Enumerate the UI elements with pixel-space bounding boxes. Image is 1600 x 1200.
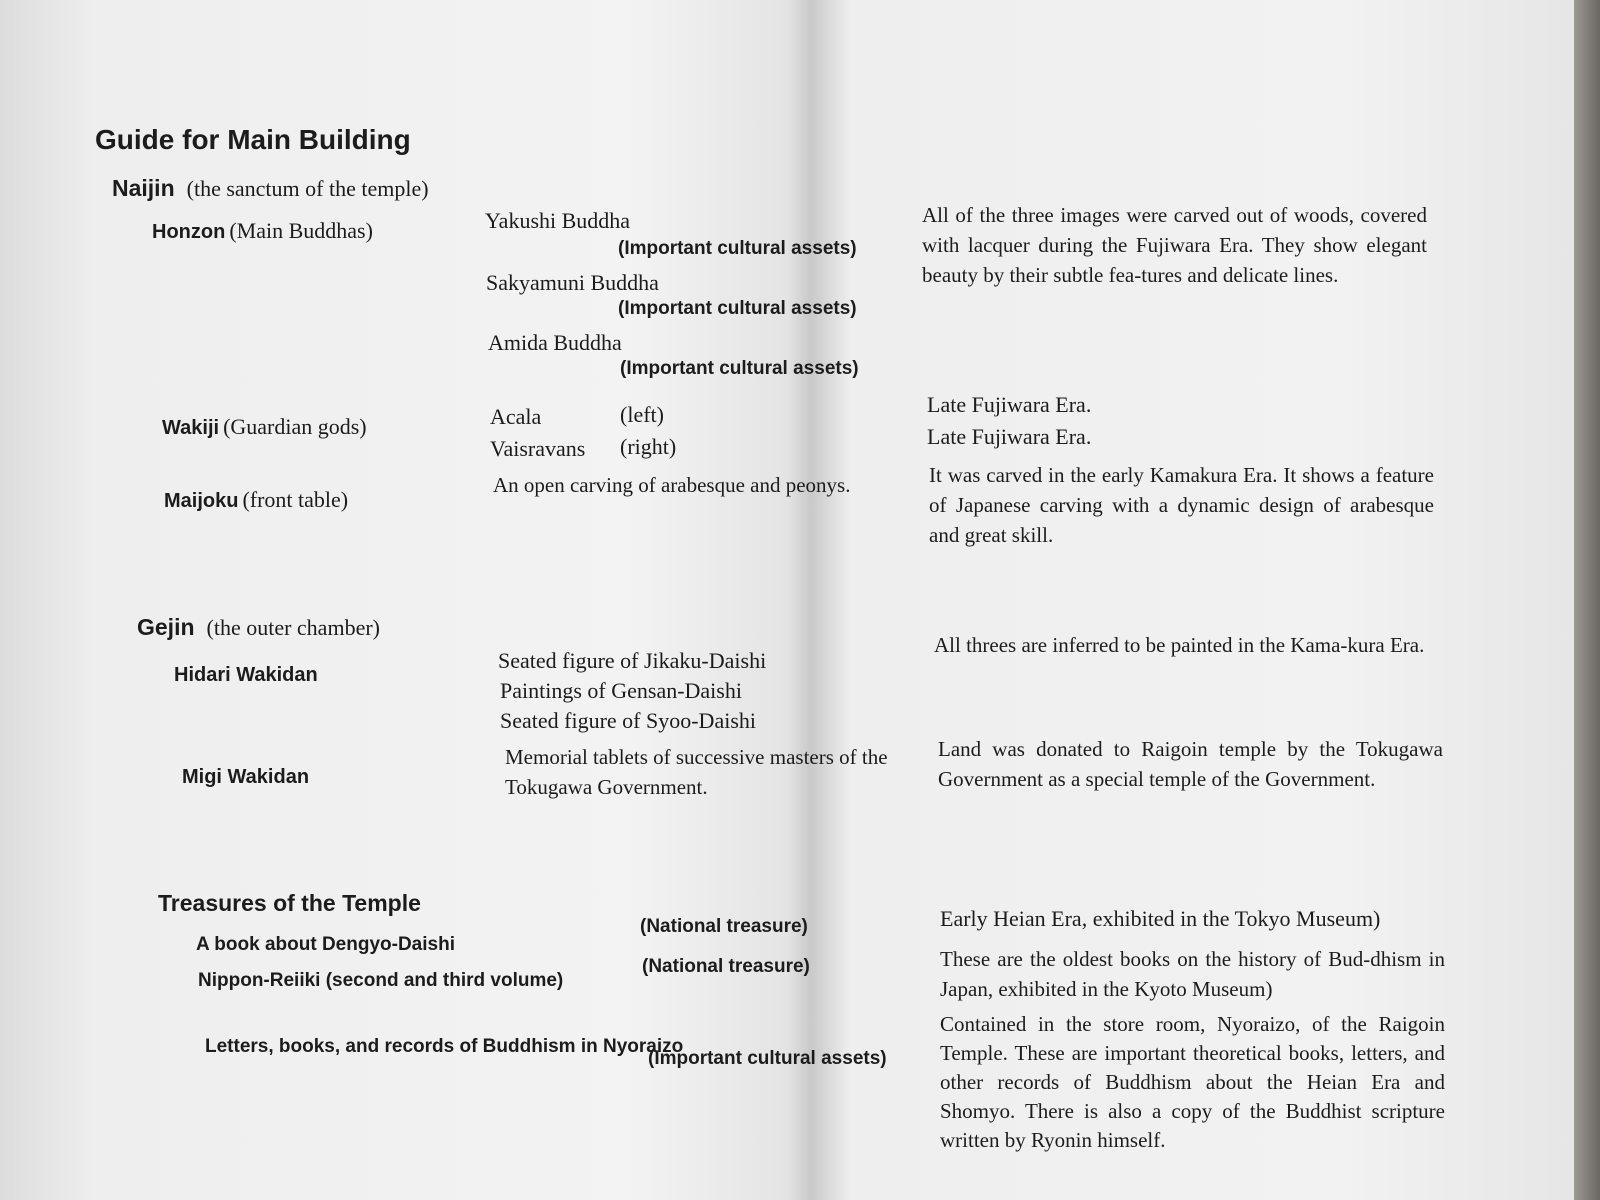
treasure-item-note: (National treasure) xyxy=(640,916,808,937)
wakiji-item-side: (right) xyxy=(620,434,677,459)
treasure-item-name: Letters, books, and records of Buddhism in Nyoraizo xyxy=(205,1036,684,1057)
honzon-name: Honzon xyxy=(152,221,226,243)
honzon-item-note: (Important cultural assets) xyxy=(620,358,859,379)
maijoku-description: It was carved in the early Kamakura Era. It shows a feature of Japanese carving with a dynamic design of arabesque and great skill. xyxy=(929,463,1434,547)
hidari-wakidan-label: Hidari Wakidan xyxy=(174,664,318,686)
hidari-description: All threes are inferred to be painted in the Kama-kura Era. xyxy=(934,633,1425,657)
hidari-item: Seated figure of Jikaku-Daishi xyxy=(498,648,767,673)
treasures-heading: Treasures of the Temple xyxy=(158,890,421,916)
wakiji-item-name: Acala xyxy=(490,404,542,429)
naijin-subtitle: (the sanctum of the temple) xyxy=(186,176,429,201)
naijin-heading xyxy=(112,175,429,202)
hidari-item: Paintings of Gensan-Daishi xyxy=(500,678,742,703)
treasure-description-2: These are the oldest books on the history of Bud-dhism in Japan, exhibited in the Kyoto Museum) xyxy=(940,947,1445,1001)
treasure-description-1: Early Heian Era, exhibited in the Tokyo Museum) xyxy=(940,906,1381,931)
treasure-item-name: Nippon-Reiiki (second and third volume) xyxy=(198,970,564,991)
honzon-sub: (Main Buddhas) xyxy=(229,218,373,243)
wakiji-name: Wakiji xyxy=(162,417,220,439)
wakiji-label xyxy=(162,414,367,440)
honzon-label xyxy=(152,218,373,244)
maijoku-sub: (front table) xyxy=(242,487,349,512)
migi-item: Memorial tablets of successive masters of the Tokugawa Government. xyxy=(505,745,888,799)
hidari-item: Seated figure of Syoo-Daishi xyxy=(500,708,756,733)
honzon-item-name: Yakushi Buddha xyxy=(485,208,631,233)
maijoku-item: An open carving of arabesque and peonys. xyxy=(493,473,851,497)
wakiji-item-era: Late Fujiwara Era. xyxy=(927,392,1092,417)
wakiji-sub: (Guardian gods) xyxy=(223,414,367,439)
gejin-title: Gejin xyxy=(137,614,195,640)
treasure-description-3: Contained in the store room, Nyoraizo, of the Raigoin Temple. These are important theoretical books, letters, and other records of Buddhism about the Heian Era and Shomyo. There is also a copy of the Buddhist scripture written by Ryonin himself. xyxy=(940,1012,1445,1152)
honzon-item-name: Sakyamuni Buddha xyxy=(486,270,659,295)
treasure-item-note: (Important cultural assets) xyxy=(648,1048,887,1069)
gejin-heading xyxy=(137,614,380,641)
migi-wakidan-label: Migi Wakidan xyxy=(182,766,310,788)
maijoku-label xyxy=(164,487,348,513)
gejin-subtitle: (the outer chamber) xyxy=(206,615,380,640)
wakiji-item-era: Late Fujiwara Era. xyxy=(927,424,1092,449)
naijin-title: Naijin xyxy=(112,175,175,201)
wakiji-item-side: (left) xyxy=(620,402,664,427)
treasure-item-name: A book about Dengyo-Daishi xyxy=(196,934,455,955)
background-edge xyxy=(1574,0,1600,1200)
honzon-item-note: (Important cultural assets) xyxy=(618,238,857,259)
honzon-item-note: (Important cultural assets) xyxy=(618,298,857,319)
page-title: Guide for Main Building xyxy=(95,124,411,155)
treasure-item-note: (National treasure) xyxy=(642,956,810,977)
maijoku-name: Maijoku xyxy=(164,490,239,512)
wakiji-item-name: Vaisravans xyxy=(490,436,586,461)
honzon-description: All of the three images were carved out of woods, covered with lacquer during the Fujiwara Era. They show elegant beauty by their subtle fea-tures and delicate lines. xyxy=(922,203,1427,287)
honzon-item-name: Amida Buddha xyxy=(488,330,622,355)
migi-description: Land was donated to Raigoin temple by the Tokugawa Government as a special temple of the Government. xyxy=(938,737,1443,791)
